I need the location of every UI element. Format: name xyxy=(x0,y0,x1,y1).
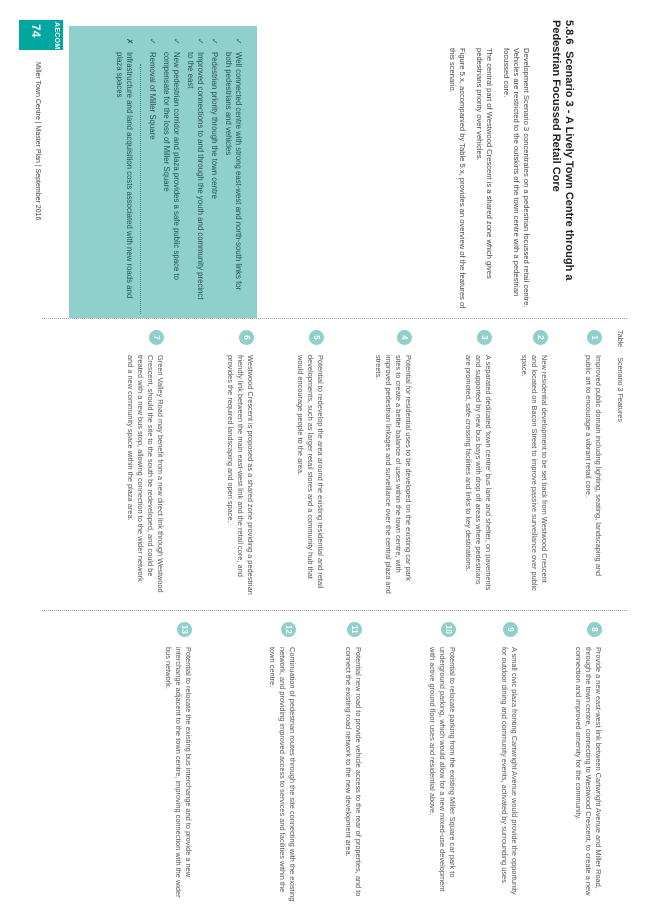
intro-paragraph: Development Scenario 3 concentrates on a pedestrian focussed retail centre. Vehicles are restricted to the outskirts of the town centre with a pedestrian focussed core. xyxy=(502,48,531,308)
item-text: Improved public domain including lighting, seating, landscaping and public art to encourage a vibrant retail core. xyxy=(584,355,603,577)
item-text: Westwood Crescent is proposed as a shared zone providing a pedestrian friendly link between the main east-west link and the retail core, and provides the required landscaping and open space. xyxy=(226,355,255,595)
number-badge: 12 xyxy=(281,622,296,637)
number-badge: 13 xyxy=(177,622,192,637)
section-title xyxy=(549,20,575,310)
number-badge: 11 xyxy=(347,622,362,637)
item-text: Potential to relocate parking from the existing Miller Square car park to underground parking, which would allow for a new mixed-use development with active ground floor uses and residential above. xyxy=(428,647,457,892)
box-divider xyxy=(140,64,141,314)
column-divider xyxy=(42,610,627,611)
list-item xyxy=(499,622,519,902)
pro-item xyxy=(185,38,205,304)
pro-text: Removal of Miller Square xyxy=(148,52,157,140)
list-item xyxy=(343,622,363,902)
list-item xyxy=(427,622,457,902)
section-number: 5.8.6 xyxy=(563,20,575,45)
pro-text: Well connected centre with strong east-west and north-south links for both pedestrians and vehicles xyxy=(224,52,243,291)
item-text: New residential development to be set back from Westwood Crescent and located on Bacon Street to improve passive surveillance over public space. xyxy=(520,355,549,591)
item-text: Potential to redevelop the area around the existing residential and retail developments, such as larger retail stores and a community hub that would encourage people to the area. xyxy=(296,355,325,589)
con-item xyxy=(114,38,134,304)
footer-text: Miller Town Centre | Master Plan | September 2016 xyxy=(34,62,41,221)
item-text: Potential for residential uses to be developed on the existing car park sites to create a better balance of uses within the town centre, with improved pedestrian linkages and surveillance over the central plaza and streets. xyxy=(374,355,413,594)
list-item xyxy=(267,622,297,902)
pro-text: Improved connections to and through the youth and community precinct to the east xyxy=(186,52,205,300)
intro-paragraph: The central part of Westwood Crescent is a shared zone which gives pedestrians priority over vehicles. xyxy=(475,48,494,279)
number-badge: 8 xyxy=(587,622,602,637)
list-item xyxy=(125,330,165,595)
cross-icon: ✗ xyxy=(125,38,134,45)
section-heading: Scenario 3 - A Lively Town Centre through a Pedestrian Focussed Retail Core xyxy=(550,20,575,281)
pro-item xyxy=(147,38,157,304)
item-text: Potential new road to provide vehicle access to the rear of properties, and to connect the existing road network to the new development area. xyxy=(344,647,363,897)
list-item xyxy=(519,330,549,595)
page-number: 74 xyxy=(29,24,43,38)
number-badge: 1 xyxy=(587,330,602,345)
pro-item xyxy=(223,38,243,304)
pros-cons-box xyxy=(69,26,257,318)
number-badge: 6 xyxy=(239,330,254,345)
list-item xyxy=(573,622,603,902)
item-text: A separated dedicated 'town centre' bus lane and shelter, on pavements and supported by new bus bays with drop off areas where pedestrians are promoted, safe crossing facilities and links to key destinations. xyxy=(464,355,493,591)
number-badge: 9 xyxy=(503,622,518,637)
number-badge: 5 xyxy=(309,330,324,345)
check-icon: ✓ xyxy=(148,38,157,45)
check-icon: ✓ xyxy=(196,38,205,45)
item-text: Provide a new east-west link between Cartwright Avenue and Miller Road, through the town centre, connecting to Westwood Crescent, to create a new connection and improved amenity for the community. xyxy=(574,647,603,896)
pro-text: Pedestrian priority through the town centre xyxy=(210,52,219,199)
pro-text: New pedestrian corridor and plaza provides a safe public space to compensate for the loss of Miller Square xyxy=(162,52,181,280)
check-icon: ✓ xyxy=(172,38,181,45)
list-item xyxy=(225,330,255,595)
intro-text xyxy=(440,48,531,314)
number-badge: 10 xyxy=(441,622,456,637)
item-text: A small civic plaza fronting Cartwright Avenue would provide the opportunity for outdoor dining and community events, activated by surrounding uses. xyxy=(500,647,519,895)
list-item xyxy=(163,622,193,902)
con-text: Infrastructure and land acquisition costs associated with new roads and plaza spaces xyxy=(115,52,134,299)
list-item xyxy=(295,330,325,595)
intro-paragraph: Figure 5.x, accompanied by Table 5.x, provides an overview of the features of this scenario. xyxy=(448,48,467,309)
list-item xyxy=(463,330,493,595)
number-badge: 4 xyxy=(397,330,412,345)
aecom-logo xyxy=(19,20,63,50)
pro-item xyxy=(161,38,181,304)
table-name: Scenario 3 Features xyxy=(616,357,625,422)
table-title xyxy=(616,330,625,432)
table-prefix: Table xyxy=(616,330,625,348)
item-text: Green Valley Road may benefit from a new direct link through Westwood Crescent, should the site to the south be redeveloped, and could be treated with a new bus stop, allowing connection to the wider network and a new community space within the plaza area. xyxy=(126,355,165,593)
column-divider xyxy=(42,318,627,319)
pro-item xyxy=(209,38,219,304)
check-icon: ✓ xyxy=(234,38,243,45)
brand-name: AECOM xyxy=(53,22,60,50)
number-badge: 2 xyxy=(533,330,548,345)
check-icon: ✓ xyxy=(210,38,219,45)
item-text: Potential to relocate the existing bus interchange and to provide a new interchange adjacent to the town centre, improving connection with the wider bus network. xyxy=(164,647,193,898)
list-item xyxy=(373,330,413,595)
item-text: Continuation of pedestrian routes through the site connecting with the existing network, and providing improved access to services and facilities within the town centre. xyxy=(268,647,297,902)
number-badge: 3 xyxy=(477,330,492,345)
list-item xyxy=(583,330,603,595)
number-badge: 7 xyxy=(149,330,164,345)
